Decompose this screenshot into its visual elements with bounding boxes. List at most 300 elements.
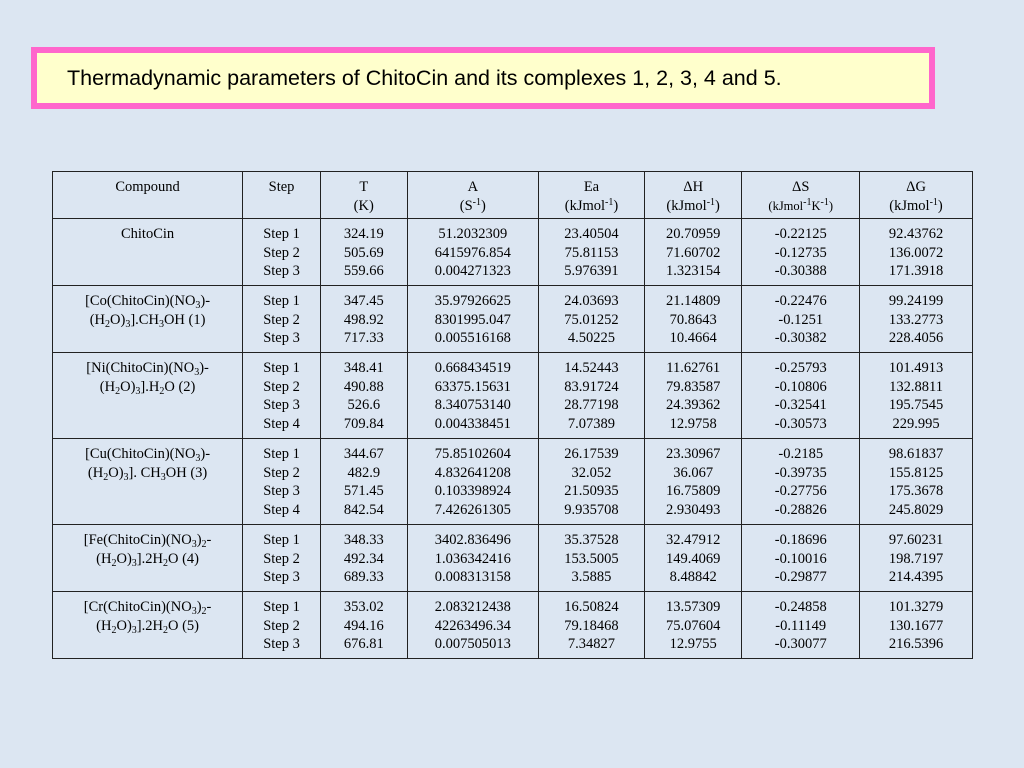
header-temperature — [320, 172, 407, 219]
value-dh: 12.9755 — [669, 636, 717, 653]
formula-part: - — [206, 532, 212, 548]
value-a: 8301995.047 — [434, 311, 511, 328]
value-t: 559.66 — [343, 263, 384, 280]
formula-part: (H — [99, 378, 116, 395]
value-dh: 71.60702 — [665, 244, 721, 261]
value-t: 526.6 — [347, 397, 381, 414]
table-body — [53, 219, 973, 659]
value-t: 344.67 — [343, 446, 384, 462]
value-ea: 75.01252 — [564, 311, 619, 328]
value-ds: -0.30382 — [774, 330, 827, 347]
value-cell-dh — [644, 592, 741, 659]
header-row — [53, 172, 973, 219]
step-label: Step 3 — [263, 263, 300, 280]
value-ea: 16.50824 — [564, 599, 619, 615]
value-dg: 229.995 — [892, 415, 940, 432]
header-dg-unit-sup: -1 — [929, 196, 938, 208]
thermodynamic-table — [52, 171, 973, 659]
step-label: Step 2 — [263, 311, 300, 328]
value-cell-a — [407, 525, 538, 592]
step-label: Step 1 — [263, 360, 300, 376]
value-cell-a — [407, 353, 538, 439]
compound-cell — [53, 219, 243, 286]
formula-part: ].CH — [130, 311, 159, 328]
formula-subscript: 2 — [201, 539, 207, 550]
value-a: 0.005516168 — [434, 330, 511, 347]
value-ea: 23.40504 — [564, 226, 619, 242]
value-dg: 175.3678 — [888, 483, 944, 500]
formula-subscript: 3 — [195, 300, 201, 311]
value-dh: 32.47912 — [665, 532, 721, 548]
value-ds: -0.12735 — [774, 244, 827, 261]
value-cell-dh — [644, 286, 741, 353]
compound-formula-line1 — [57, 531, 238, 550]
value-cell-ds — [742, 353, 860, 439]
formula-part: O) — [110, 311, 126, 328]
value-ea: 35.37528 — [564, 532, 619, 548]
value-a: 3402.836496 — [434, 532, 511, 548]
header-step-label: Step — [268, 179, 295, 195]
step-cell — [243, 219, 321, 286]
formula-subscript: 2 — [162, 557, 168, 569]
value-ea: 32.052 — [571, 464, 612, 481]
value-a: 8.340753140 — [434, 397, 511, 414]
formula-part: (H — [87, 464, 104, 481]
value-t: 689.33 — [343, 569, 384, 586]
formula-subscript: 3 — [135, 385, 141, 397]
formula-subscript: 2 — [111, 624, 117, 636]
value-ea: 5.976391 — [564, 263, 619, 280]
value-a: 0.007505013 — [434, 636, 511, 653]
compound-formula-line1 — [57, 292, 238, 311]
formula-part: ) — [196, 599, 202, 615]
step-label: Step 3 — [263, 569, 300, 586]
header-ea-symbol: Ea — [583, 179, 600, 195]
formula-part: )- — [200, 293, 211, 309]
value-a: 1.036342416 — [434, 550, 511, 567]
step-label: Step 4 — [263, 501, 300, 518]
formula-part: ]. CH — [128, 464, 161, 481]
value-ea: 24.03693 — [564, 293, 619, 309]
compound-name: ChitoCin — [120, 226, 175, 242]
value-dh: 24.39362 — [665, 397, 721, 414]
step-label: Step 1 — [263, 446, 300, 462]
value-ds: -0.24858 — [774, 599, 827, 615]
value-dg: 171.3918 — [888, 263, 944, 280]
value-cell-dg — [860, 592, 973, 659]
value-dh: 13.57309 — [665, 599, 721, 615]
page-title: Thermadynamic parameters of ChitoCin and its complexes 1, 2, 3, 4 and 5. — [67, 65, 782, 90]
value-dh: 12.9758 — [669, 415, 717, 432]
value-dg: 92.43762 — [888, 226, 944, 242]
step-label: Step 3 — [263, 483, 300, 500]
value-ds: -0.27756 — [774, 483, 827, 500]
header-dh-unit — [649, 197, 737, 216]
step-cell — [243, 286, 321, 353]
value-dg: 216.5396 — [888, 636, 944, 653]
value-ds: -0.10806 — [774, 378, 827, 395]
value-ea: 7.07389 — [567, 415, 616, 432]
step-label: Step 3 — [263, 330, 300, 347]
formula-subscript: 2 — [162, 624, 168, 636]
value-ea: 14.52443 — [564, 360, 619, 376]
value-dg: 195.7545 — [888, 397, 944, 414]
formula-subscript: 3 — [191, 606, 197, 617]
value-dg: 132.8811 — [889, 378, 943, 395]
step-label: Step 2 — [263, 617, 300, 634]
value-ds: -0.30077 — [774, 636, 827, 653]
formula-part: )- — [199, 360, 209, 376]
formula-subscript: 2 — [105, 318, 111, 330]
header-a-symbol: A — [467, 179, 479, 195]
value-cell-ea — [539, 439, 645, 525]
compound-formula-line1 — [57, 359, 238, 378]
value-ds: -0.10016 — [774, 550, 827, 567]
value-ea: 9.935708 — [564, 501, 619, 518]
value-cell-ea — [539, 353, 645, 439]
formula-part: ].2H — [136, 617, 163, 634]
table-row — [53, 525, 973, 592]
formula-part: O) — [116, 617, 132, 634]
value-ea: 3.5885 — [571, 569, 612, 586]
value-t: 505.69 — [343, 244, 384, 261]
value-dg: 133.2773 — [888, 311, 944, 328]
value-dh: 11.62761 — [666, 360, 721, 376]
formula-subscript: 3 — [131, 557, 137, 569]
value-ds: -0.2185 — [778, 446, 824, 462]
value-dg: 245.8029 — [888, 501, 944, 518]
value-dg: 198.7197 — [888, 550, 944, 567]
table-row — [53, 286, 973, 353]
value-cell-ds — [742, 286, 860, 353]
value-dh: 23.30967 — [665, 446, 721, 462]
value-dg: 214.4395 — [888, 569, 944, 586]
title-box — [31, 47, 935, 109]
formula-subscript: 3 — [160, 471, 166, 483]
formula-part: OH (3) — [165, 464, 208, 481]
step-label: Step 2 — [263, 378, 300, 395]
value-cell-ds — [742, 525, 860, 592]
formula-subscript: 2 — [111, 557, 117, 569]
table-row — [53, 219, 973, 286]
value-cell-t — [320, 219, 407, 286]
formula-part: O (5) — [167, 617, 199, 634]
value-dh: 36.067 — [673, 464, 714, 481]
formula-subscript: 3 — [191, 539, 197, 550]
table-row — [53, 592, 973, 659]
formula-part: ].2H — [136, 550, 163, 567]
step-label: Step 1 — [263, 599, 300, 615]
header-dh-symbol: ΔH — [683, 179, 704, 195]
value-ds: -0.25793 — [774, 360, 827, 376]
value-dg: 155.8125 — [888, 464, 944, 481]
value-dh: 16.75809 — [665, 483, 721, 500]
compound-formula-line2 — [57, 550, 238, 569]
value-dh: 70.8643 — [669, 311, 717, 328]
value-dg: 228.4056 — [888, 330, 944, 347]
value-cell-dh — [644, 353, 741, 439]
value-cell-dh — [644, 439, 741, 525]
formula-part: [Cr(ChitoCin)(NO — [83, 599, 192, 615]
value-cell-t — [320, 592, 407, 659]
value-a: 51.2032309 — [438, 226, 508, 242]
value-t: 490.88 — [343, 378, 384, 395]
formula-part: O) — [116, 550, 132, 567]
value-cell-a — [407, 592, 538, 659]
value-cell-dg — [860, 353, 973, 439]
value-t: 347.45 — [343, 293, 384, 309]
compound-cell — [53, 592, 243, 659]
value-ea: 83.91724 — [564, 378, 619, 395]
formula-part: [Fe(ChitoCin)(NO — [83, 532, 192, 548]
value-ds: -0.29877 — [774, 569, 827, 586]
formula-subscript: 3 — [194, 367, 200, 378]
header-ea-unit-sup: -1 — [605, 196, 614, 208]
value-dh: 8.48842 — [669, 569, 717, 586]
header-compound — [53, 172, 243, 219]
value-cell-dg — [860, 439, 973, 525]
value-t: 492.34 — [343, 550, 384, 567]
formula-part: [Cu(ChitoCin)(NO — [85, 446, 196, 462]
value-dg: 97.60231 — [888, 532, 944, 548]
header-compound-label: Compound — [115, 179, 180, 195]
value-ds: -0.32541 — [774, 397, 827, 414]
value-ds: -0.1251 — [778, 311, 824, 328]
value-t: 482.9 — [347, 464, 381, 481]
header-ds-unit-k: K — [811, 198, 821, 213]
value-dg: 101.4913 — [888, 360, 944, 376]
header-dh-unit-close: ) — [715, 197, 720, 214]
step-label: Step 2 — [263, 464, 300, 481]
value-cell-dg — [860, 525, 973, 592]
formula-subscript: 3 — [123, 471, 129, 483]
value-dh: 2.930493 — [665, 501, 721, 518]
value-dg: 99.24199 — [888, 293, 944, 309]
header-a — [407, 172, 538, 219]
formula-part: (H — [96, 550, 112, 567]
value-t: 709.84 — [343, 415, 384, 432]
formula-subscript: 3 — [131, 624, 137, 636]
header-dg-symbol: ΔG — [906, 179, 926, 195]
formula-part: (H — [89, 311, 106, 328]
formula-part: O (4) — [167, 550, 199, 567]
value-a: 2.083212438 — [434, 599, 511, 615]
value-t: 717.33 — [343, 330, 384, 347]
compound-formula-line2 — [57, 311, 238, 330]
header-dh — [644, 172, 741, 219]
formula-subscript: 3 — [195, 453, 201, 464]
formula-part: ].H — [140, 378, 160, 395]
header-ds-symbol: ΔS — [792, 179, 810, 195]
header-ea — [539, 172, 645, 219]
header-ds-unit-base: (kJmol — [768, 198, 804, 213]
step-cell — [243, 353, 321, 439]
compound-cell — [53, 286, 243, 353]
formula-part: [Co(ChitoCin)(NO — [85, 293, 196, 309]
compound-formula-line2 — [57, 378, 238, 397]
header-ds-unit-sup2: -1 — [820, 196, 829, 208]
value-cell-t — [320, 286, 407, 353]
value-t: 494.16 — [343, 617, 384, 634]
formula-part: OH (1) — [163, 311, 206, 328]
value-ea: 153.5005 — [564, 550, 619, 567]
step-cell — [243, 525, 321, 592]
header-t-unit: (K) — [353, 197, 374, 214]
compound-formula-line2 — [57, 617, 238, 636]
value-cell-a — [407, 439, 538, 525]
value-a: 0.103398924 — [434, 483, 511, 500]
header-dh-unit-sup: -1 — [706, 196, 716, 208]
value-a: 63375.15631 — [434, 378, 511, 395]
value-t: 842.54 — [343, 501, 384, 518]
value-cell-dg — [860, 286, 973, 353]
value-t: 571.45 — [343, 483, 384, 500]
value-cell-a — [407, 219, 538, 286]
value-cell-ds — [742, 592, 860, 659]
value-ea: 26.17539 — [564, 446, 619, 462]
value-cell-dg — [860, 219, 973, 286]
formula-part: (H — [96, 617, 112, 634]
header-a-unit-sup: -1 — [472, 196, 482, 208]
formula-subscript: 3 — [125, 318, 131, 330]
formula-subscript: 2 — [159, 385, 165, 397]
formula-subscript: 2 — [115, 385, 121, 397]
formula-part: )- — [200, 446, 211, 462]
value-ds: -0.30573 — [774, 415, 827, 432]
formula-subscript: 2 — [103, 471, 109, 483]
value-dg: 98.61837 — [888, 446, 944, 462]
compound-formula-line2 — [57, 464, 238, 483]
step-label: Step 3 — [263, 636, 300, 653]
header-a-unit-close: ) — [481, 197, 486, 214]
header-step — [243, 172, 321, 219]
value-cell-ds — [742, 219, 860, 286]
header-a-unit — [412, 197, 534, 216]
value-cell-ea — [539, 286, 645, 353]
value-ds: -0.11149 — [775, 617, 827, 634]
table-row — [53, 353, 973, 439]
formula-subscript: 2 — [201, 606, 207, 617]
step-cell — [243, 592, 321, 659]
header-a-unit-base: (S — [459, 197, 473, 214]
value-a: 0.004271323 — [434, 263, 511, 280]
value-dh: 79.83587 — [665, 378, 721, 395]
value-cell-dh — [644, 219, 741, 286]
formula-part: O) — [108, 464, 124, 481]
value-cell-ds — [742, 439, 860, 525]
value-a: 42263496.34 — [434, 617, 511, 634]
step-label: Step 1 — [263, 293, 300, 309]
formula-part: [Ni(ChitoCin)(NO — [86, 360, 195, 376]
compound-formula-line1 — [57, 598, 238, 617]
value-dh: 20.70959 — [665, 226, 721, 242]
step-label: Step 4 — [263, 415, 300, 432]
value-t: 348.33 — [343, 532, 384, 548]
table-row — [53, 439, 973, 525]
value-cell-ea — [539, 525, 645, 592]
value-dg: 101.3279 — [888, 599, 944, 615]
step-label: Step 3 — [263, 397, 300, 414]
formula-part: ) — [196, 532, 202, 548]
value-cell-ea — [539, 592, 645, 659]
value-cell-dh — [644, 525, 741, 592]
value-dg: 130.1677 — [888, 617, 944, 634]
compound-cell — [53, 439, 243, 525]
header-ds-unit-close: ) — [828, 198, 834, 213]
value-dh: 21.14809 — [665, 293, 721, 309]
step-cell — [243, 439, 321, 525]
table-header — [53, 172, 973, 219]
value-ds: -0.30388 — [774, 263, 827, 280]
header-ds-unit-sup1: -1 — [803, 196, 812, 208]
value-a: 6415976.854 — [434, 244, 511, 261]
value-a: 0.004338451 — [434, 415, 511, 432]
value-cell-t — [320, 439, 407, 525]
value-ds: -0.18696 — [774, 532, 827, 548]
value-a: 75.85102604 — [434, 446, 511, 462]
value-ds: -0.22125 — [774, 226, 827, 242]
value-dh: 10.4664 — [669, 330, 717, 347]
value-cell-a — [407, 286, 538, 353]
compound-cell — [53, 525, 243, 592]
value-t: 676.81 — [343, 636, 384, 653]
value-t: 353.02 — [343, 599, 384, 615]
step-label: Step 1 — [263, 226, 300, 242]
value-t: 498.92 — [343, 311, 384, 328]
value-dh: 149.4069 — [665, 550, 721, 567]
value-ea: 21.50935 — [564, 483, 619, 500]
value-ds: -0.28826 — [774, 501, 827, 518]
value-ea: 28.77198 — [564, 397, 619, 414]
value-a: 4.832641208 — [434, 464, 511, 481]
value-a: 0.668434519 — [434, 360, 511, 376]
header-ea-unit — [543, 197, 640, 216]
value-dh: 1.323154 — [665, 263, 721, 280]
header-ea-unit-base: (kJmol — [564, 197, 606, 214]
value-ea: 79.18468 — [564, 617, 619, 634]
value-a: 7.426261305 — [434, 501, 511, 518]
step-label: Step 2 — [263, 550, 300, 567]
header-dg-unit — [864, 197, 968, 216]
formula-subscript: 3 — [158, 318, 164, 330]
header-ds-unit — [746, 197, 855, 216]
step-label: Step 2 — [263, 244, 300, 261]
formula-part: - — [206, 599, 212, 615]
value-dg: 136.0072 — [888, 244, 944, 261]
value-t: 324.19 — [343, 226, 384, 242]
header-dg-unit-close: ) — [937, 197, 943, 214]
value-ea: 4.50225 — [567, 330, 616, 347]
step-label: Step 1 — [263, 532, 300, 548]
value-t: 348.41 — [343, 360, 384, 376]
header-dh-unit-base: (kJmol — [666, 197, 707, 214]
formula-part: O (2) — [164, 378, 196, 395]
header-ea-unit-close: ) — [613, 197, 619, 214]
compound-cell — [53, 353, 243, 439]
compound-formula-line1 — [57, 445, 238, 464]
value-a: 35.97926625 — [434, 293, 511, 309]
value-a: 0.008313158 — [434, 569, 511, 586]
value-cell-t — [320, 353, 407, 439]
header-dg — [860, 172, 973, 219]
value-ds: -0.22476 — [774, 293, 827, 309]
value-dh: 75.07604 — [665, 617, 721, 634]
value-ea: 75.81153 — [564, 244, 619, 261]
value-cell-ea — [539, 219, 645, 286]
header-dg-unit-base: (kJmol — [889, 197, 930, 214]
value-ds: -0.39735 — [774, 464, 827, 481]
header-t-symbol: T — [359, 179, 369, 195]
